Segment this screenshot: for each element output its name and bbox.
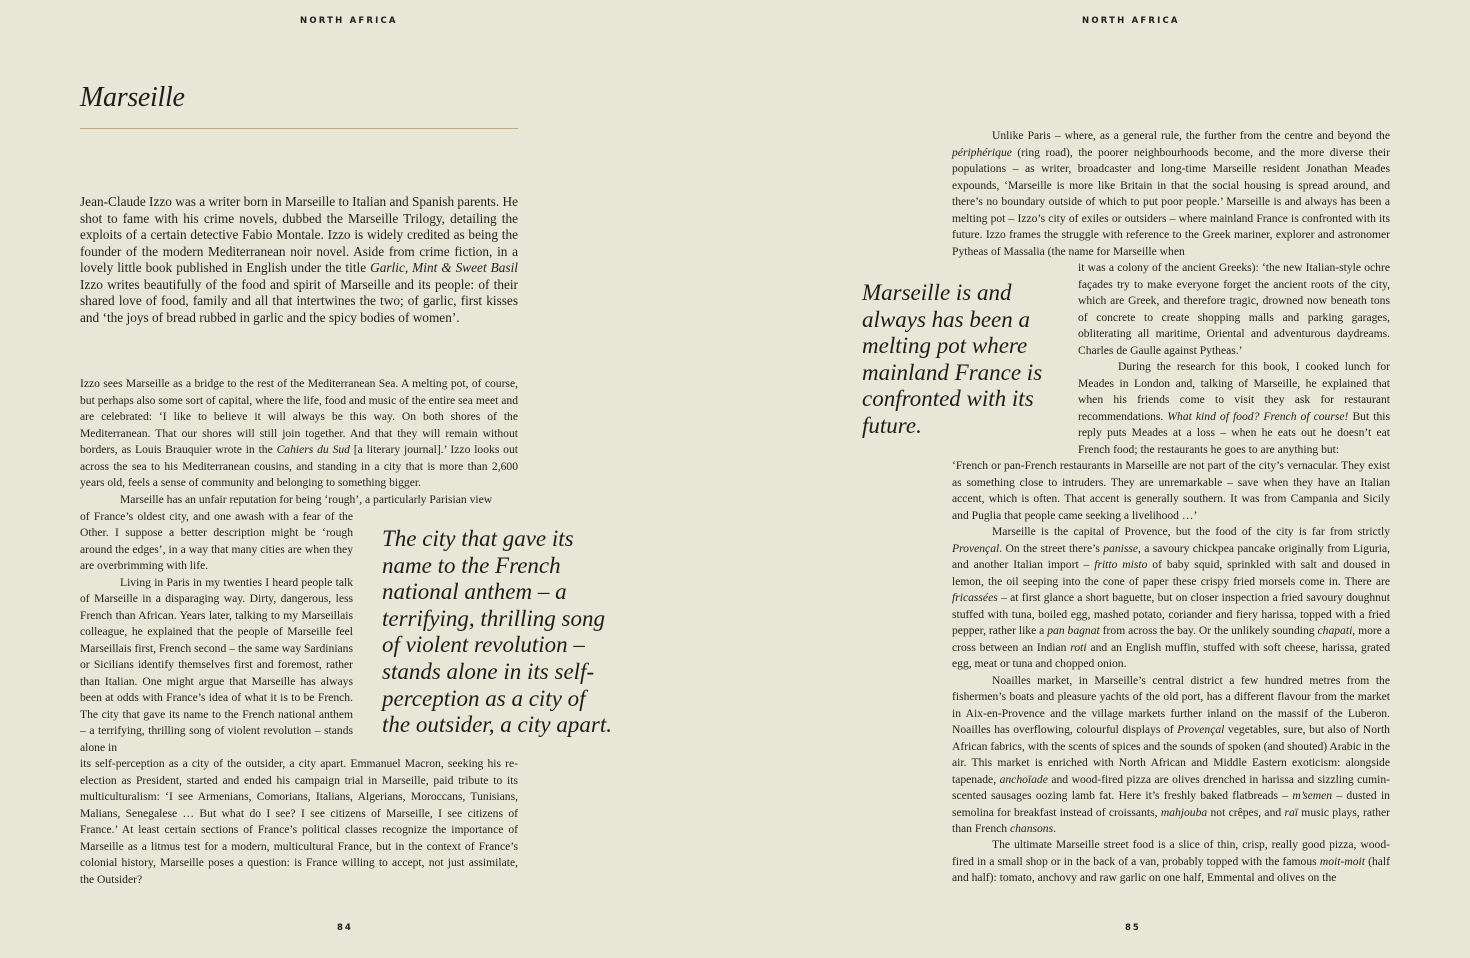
body-paragraph-street-food: The ultimate Marseille street food is a slice of thin, crisp, really good pizza, wood-fired in a small shop or in the back of a van, probably topped with the famous moit-moit (half and half): tomato, anchovy and raw garlic on one half, Emmental and olives on the	[952, 838, 1390, 884]
body-paragraph-paris: Living in Paris in my twenties I heard people talk of Marseille in a disparaging way. Dirty, dangerous, less French than African. Years later, talking to my Marseillais colleague, he explained that the people of Marseille feel Marseillais first, French second – the same way Sardinians or Sicilians identify themselves first and foremost, rather than Italian. One might argue that Marseille has always been at odds with France’s idea of what it is to be French. The city that gave its name to the French national anthem – a terrifying, thrilling song of violent revolution – stands alone in	[80, 575, 353, 754]
intro-paragraph: Jean-Claude Izzo was a writer born in Marseille to Italian and Spanish parents. He shot to fame with his crime novels, dubbed the Marseille Trilogy, detailing the exploits of a certain detective Fabio Montale. Izzo is widely credited as being the founder of the modern Mediterranean noir novel. Aside from crime fiction, in a lovely little book published in English under the title Garlic, Mint & Sweet Basil Izzo writes beautifully of the food and spirit of Marseille and its people: of their shared love of food, family and all that intertwines the two; of garlic, first kisses and ‘the joys of bread rubbed in garlic and the spicy bodies of women’.	[80, 194, 518, 325]
body-paragraph-provence: Marseille is the capital of Provence, but the food of the city is far from strictly Provençal. On the street there’s panisse, a savoury chickpea pancake originally from Liguria, and another Italian import – fritto misto of baby squid, sprinkled with salt and doused in lemon, the oil seeping into the cone of paper these crispy fried morsels come in. There are fricassées – at first glance a short baguette, but on closer inspection a fried savoury doughnut stuffed with tuna, boiled egg, mashed potato, coriander and fiery harissa, topped with a fried pepper, rather like a pan bagnat from across the bay. Or the unlikely sounding chapati, more a cross between an Indian roti and an English muffin, stuffed with soft cheese, harissa, grated egg, meat or tuna and chopped onion.	[952, 525, 1391, 670]
page-number-right: 85	[1125, 923, 1141, 933]
pull-quote-right: Marseille is and always has been a melting pot where mainland France is confronted with its future.	[862, 280, 1043, 438]
left-page-header: NORTH AFRICA	[300, 16, 398, 26]
body-paragraph-vernacular: ‘French or pan-French restaurants in Marseille are not part of the city’s vernacular. They exist as something close to intruders. They are unremarkable – save when they have an Italian accent, which is often. That accent is generally southern. It was from Campania and Sicily and Puglia that people came seeking a livelihood …’	[952, 459, 1390, 522]
body-paragraph-paris-comparison: Unlike Paris – where, as a general rule, the further from the centre and beyond the périphérique (ring road), the poorer neighbourhoods become, and the more diverse their populations – as writer, broadcaster and long-time Marseille resident Jonathan Meades expounds, ‘Marseille is more like Britain in that the social housing is spread around, and there’s no boundary outside of which to put poor people.’ Marseille is and always has been a melting pot – Izzo’s city of exiles or outsiders – where mainland France is confronted with its future. Izzo frames the struggle with reference to the Greek mariner, explorer and astronomer Pytheas of Massalia (the name for Marseille when	[952, 129, 1390, 258]
right-page-header: NORTH AFRICA	[1082, 16, 1180, 26]
page-number-left: 84	[337, 923, 353, 933]
book-title: Garlic, Mint & Sweet Basil	[370, 260, 518, 275]
body-paragraph-pytheas: it was a colony of the ancient Greeks): ‘the new Italian-style ochre façades try to make everyone forget the ancient roots of the city, which are Greek, and therefore tragic, drowned now beneath tons of concrete to create shopping malls and parking garages, obliterating all maritime, Oriental and adventurous daydreams. Charles de Gaulle against Pytheas.’	[1078, 261, 1390, 357]
chapter-title: Marseille	[80, 82, 185, 113]
body-paragraph-noailles: Noailles market, in Marseille’s central district a few hundred metres from the fishermen’s boats and pleasure yachts of the old port, has a different flavour from the market in Aix-en-Provence and the village markets further inland on the massif of the Luberon. Noailles has overflowing, colourful displays of Provençal vegetables, sure, but also of North African fabrics, with the scents of spices and the sounds of spoken (and shouted) Arabic in the air. This market is enriched with North African and Middle Eastern exoticism: alongside tapenade, anchoïade and wood-fired pizza are olives drenched in harissa and sizzling cumin-scented sausages oozing lamb fat. Here it’s freshly baked flatbreads – m’semen – dusted in semolina for breakfast instead of croissants, mahjouba not crêpes, and raï music plays, rather than French chansons.	[952, 673, 1391, 835]
title-rule	[80, 128, 518, 129]
body-paragraph-reputation-lead: Marseille has an unfair reputation for being ‘rough’, a particularly Parisian view	[120, 493, 493, 506]
body-paragraph-izzo: Izzo sees Marseille as a bridge to the rest of the Mediterranean Sea. A melting pot, of course, but perhaps also some sort of capital, where the life, food and music of the entire sea meet and are celebrated: ‘I like to believe it will always be this way. On both shores of the Mediterranean. That our shores will still join together. And that they will remain without borders, as Louis Brauquier wrote in the Cahiers du Sud [a literary journal].’ Izzo looks out across the sea to his Mediterranean cousins, and standing in a city that is more than 2,600 years old, feels a sense of community and belonging to something bigger.	[80, 377, 518, 489]
body-paragraph-reputation: of France’s oldest city, and one awash with a fear of the Other. I suppose a better description might be ‘rough around the edges’, in a way that many cities are when they are overbrimming with life.	[80, 509, 353, 572]
pull-quote-left: The city that gave its name to the French national anthem – a terrifying, thrilling song of violent revolution – stands alone in its self-perception as a city of the outsider, a city apart.	[382, 526, 612, 738]
body-paragraph-macron: its self-perception as a city of the outsider, a city apart. Emmanuel Macron, seeking his re-election as President, started and ended his campaign trial in Marseille, paid tribute to its multiculturalism: ‘I see Armenians, Comorians, Italians, Algerians, Moroccans, Tunisians, Malians, Senegalese … But what do I see? I see citizens of Marseille, I see citizens of France.’ At least certain sections of France’s political classes recognize the importance of Marseille as a litmus test for a modern, multicultural France, but in the context of France’s colonial history, Marseille poses a question: is France willing to accept, not just assimilate, the Outsider?	[80, 757, 518, 886]
body-paragraph-meades: During the research for this book, I cooked lunch for Meades in London and, talking of Marseille, he explained that when his friends come to visit they ask for restaurant recommendations. What kind of food? French of course! But this reply puts Meades at a loss – when he eats out he doesn’t eat French food; the restaurants he goes to are anything but:	[1078, 360, 1390, 456]
